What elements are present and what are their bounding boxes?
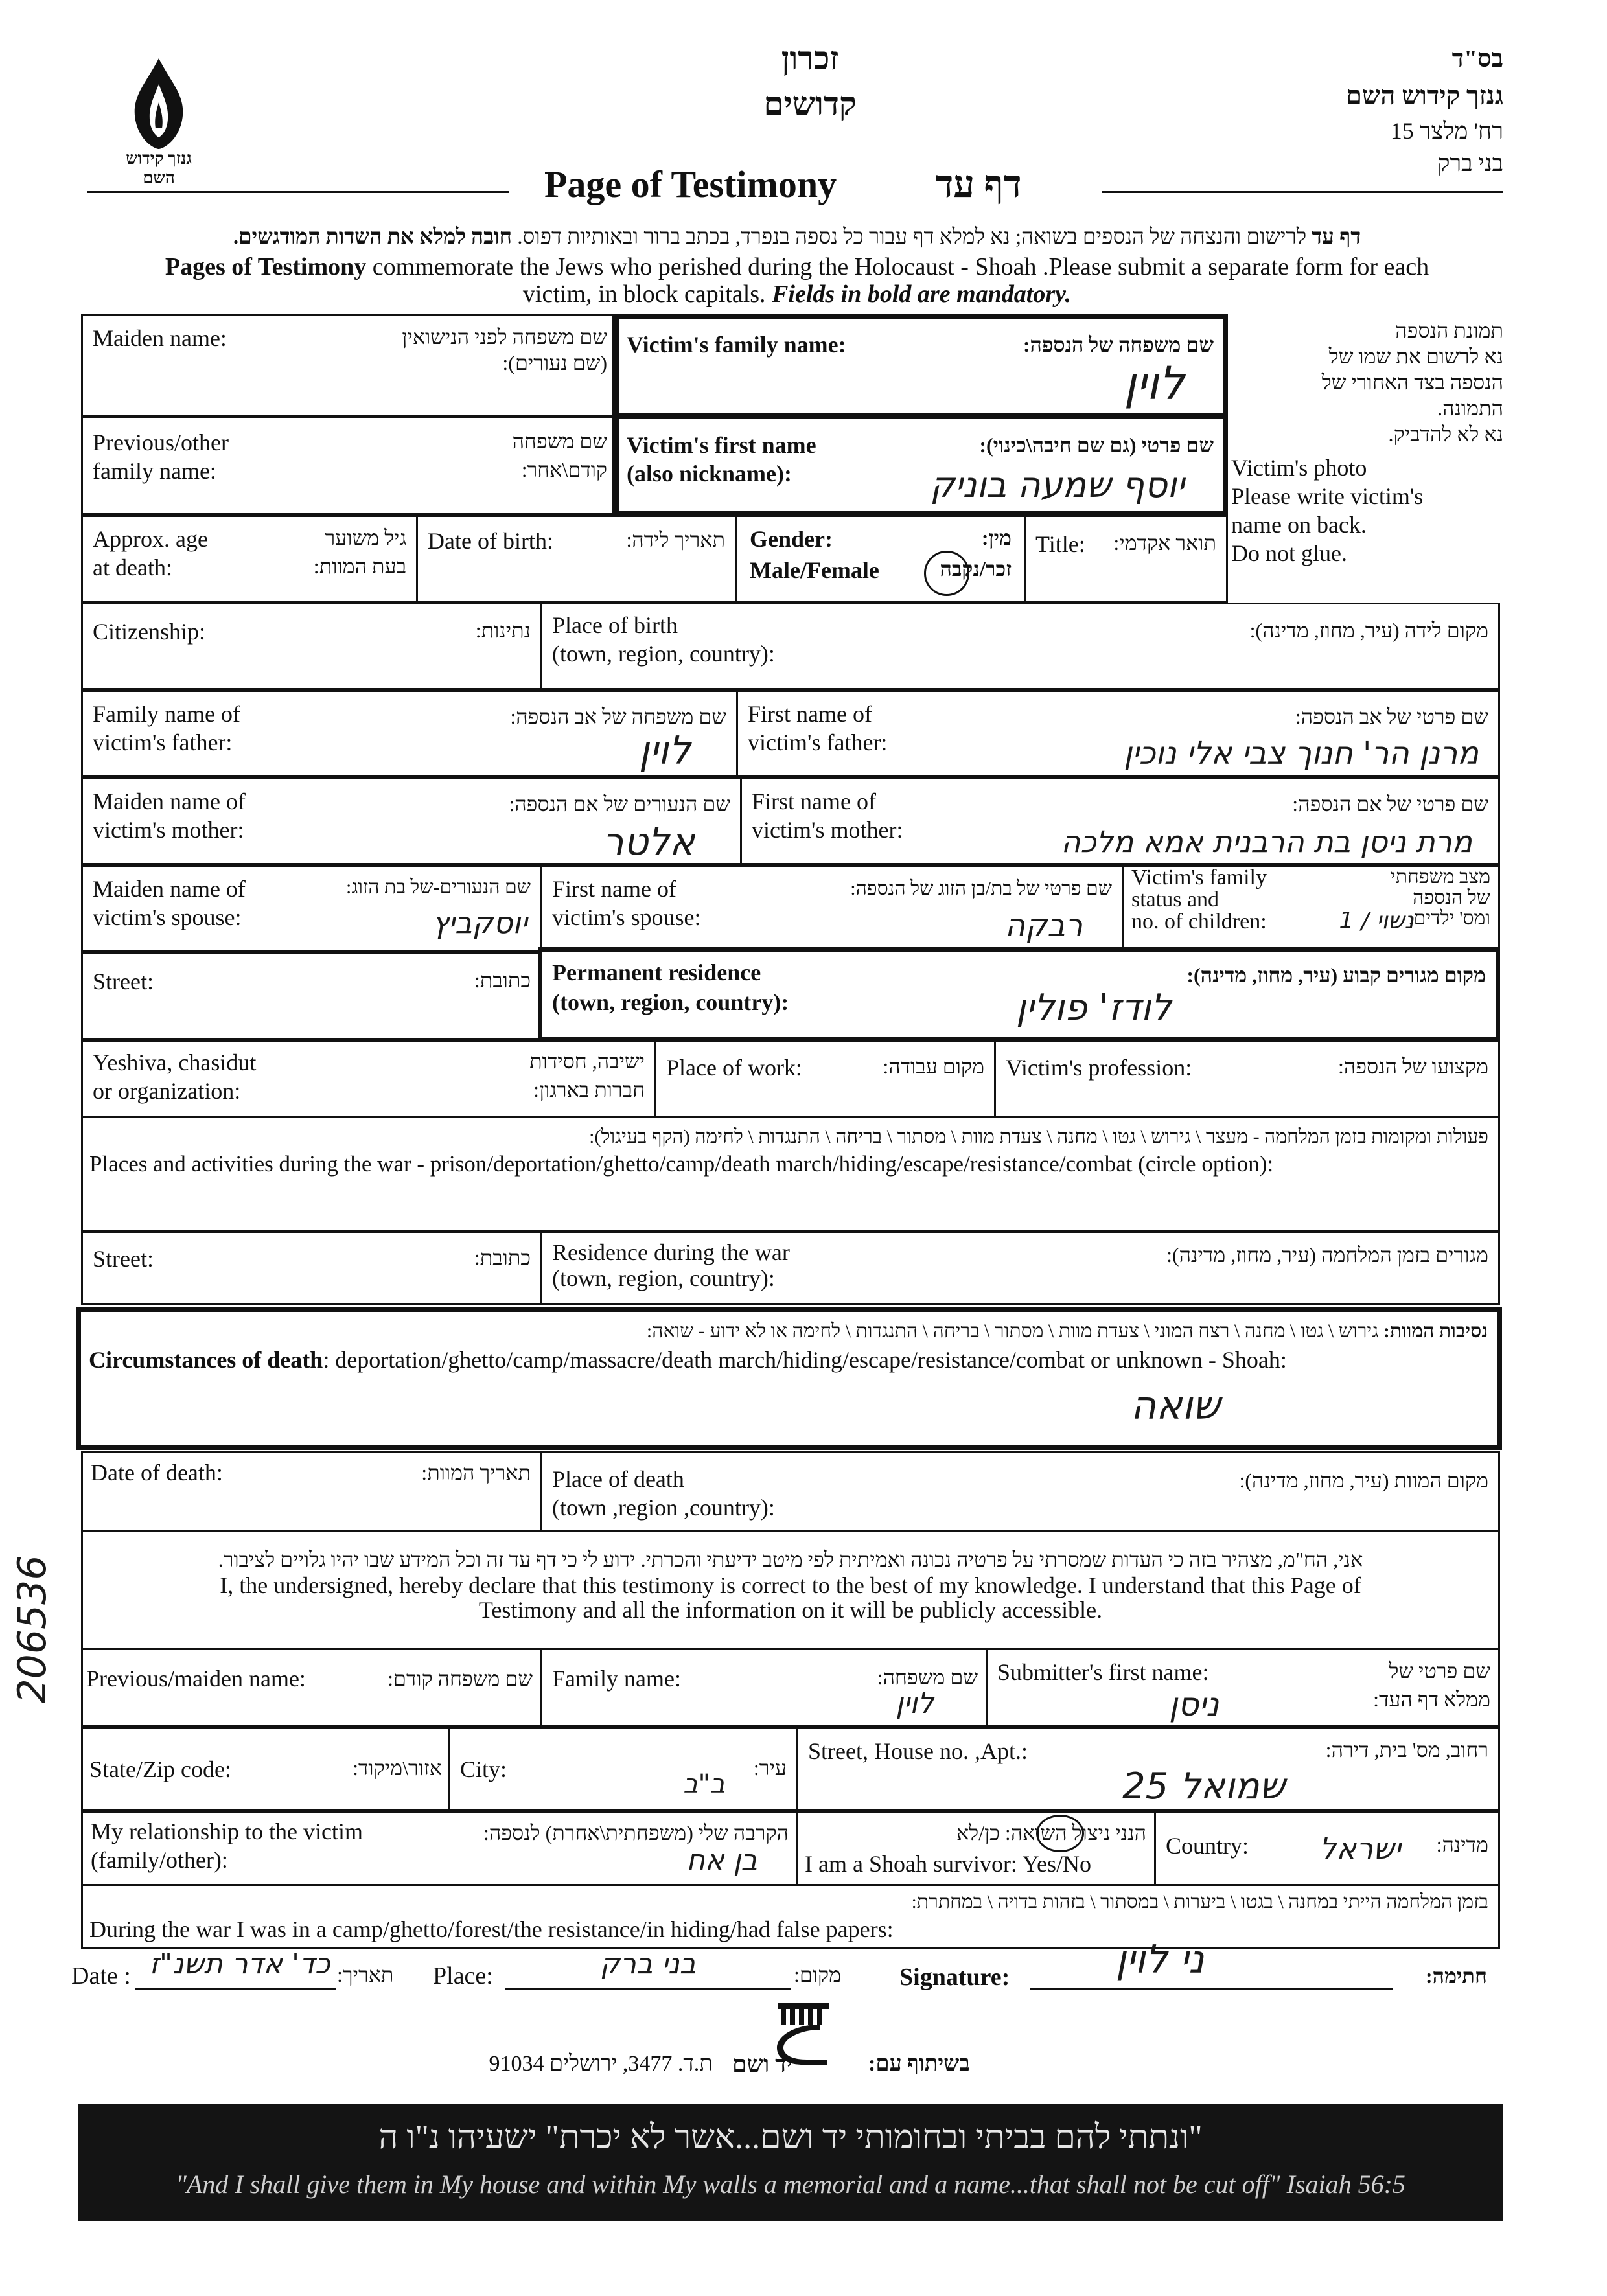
country-label-he: מדינה:: [1436, 1833, 1488, 1856]
city-label-he: עיר:: [753, 1756, 787, 1780]
photo-en-1: Victim's photo: [1231, 455, 1367, 481]
citizen-label-en: Citizenship:: [93, 619, 205, 645]
banner-english: "And I shall give them in My house and within My walls a memorial and a name...that shall not be cut off" Isaiah 56:5: [176, 2170, 1405, 2199]
street-label-he: כתובת:: [474, 969, 531, 992]
yeshiva-label-en-2: or organization:: [93, 1078, 241, 1104]
gender-cell[interactable]: [735, 515, 1026, 603]
father-first-cell[interactable]: [736, 690, 1500, 777]
work-cell[interactable]: [654, 1040, 996, 1118]
photo-he-5: נא לא להדביק.: [1388, 422, 1503, 446]
mother-first-cell[interactable]: [740, 777, 1500, 865]
profession-cell[interactable]: [994, 1040, 1500, 1118]
zip-label-he: אזור\מיקוד:: [353, 1756, 442, 1780]
sub-fam-label-en: Family name:: [552, 1666, 681, 1692]
intro-he-bold: חובה למלא את השדות המודגשים.: [233, 225, 513, 249]
title-cell[interactable]: [1024, 515, 1228, 603]
margin-handwritten-number: 206536: [10, 1555, 55, 1704]
submitter-first-cell[interactable]: [986, 1648, 1500, 1727]
maiden-label-he-1: שם משפחה לפני הנישואין: [402, 325, 607, 349]
survivor-label-en: I am a Shoah survivor: Yes/No: [805, 1851, 1091, 1877]
work-label-he: מקום עבודה:: [883, 1055, 984, 1078]
intro-english-2: [84, 280, 1510, 308]
first-value: יוסף שמעה בוניק: [930, 465, 1185, 505]
sub-street-value: שמואל 25: [1122, 1765, 1286, 1808]
prev-label-en-2: family name:: [93, 458, 216, 484]
mother-maiden-label-en-2: victim's mother:: [93, 817, 244, 843]
photo-he-2: נא לרשום את שמו של: [1328, 345, 1503, 368]
father-first-value: מרנן הר' חנוך צבי אלי נוכין: [1124, 735, 1479, 772]
photo-box: [1231, 317, 1503, 568]
banner-hebrew: "ונתתי להם בביתי ובחומותי יד ושם...אשר לא יכרת" ישעיהו נ"ו ה: [378, 2119, 1203, 2156]
mother-maiden-cell[interactable]: [81, 777, 742, 865]
signature-line: [1030, 1988, 1393, 1990]
intro-en-italic: Fields in bold are mandatory.: [772, 281, 1072, 308]
intro-hebrew: [97, 224, 1497, 251]
pod-label-he: מקום המוות (עיר, מחוז, מדינה):: [1239, 1469, 1488, 1492]
age-label-he-1: גיל משוער: [325, 526, 406, 549]
photo-he-4: התמונה.: [1437, 396, 1503, 420]
citizenship-cell[interactable]: [81, 603, 542, 690]
pob-label-he: מקום לידה (עיר, מחוז, מדינה):: [1249, 619, 1488, 642]
dod-label-he: תאריך המוות:: [421, 1461, 531, 1484]
status-label-he-3: ומס' ילדים:: [1408, 908, 1490, 929]
first-name-cell[interactable]: [612, 415, 1228, 515]
war-street-label-he: כתובת:: [474, 1246, 531, 1269]
maiden-name-cell[interactable]: [81, 314, 619, 418]
rel-label-en-1: My relationship to the victim: [91, 1819, 363, 1844]
spouse-first-label-he: שם פרטי של בת/בן הזוג של הנספה:: [850, 878, 1112, 899]
photo-he-1: תמונת הנספה: [1395, 319, 1503, 342]
country-cell[interactable]: [1154, 1811, 1500, 1886]
circ-label-he: [647, 1318, 1488, 1344]
citizen-label-he: נתינות:: [475, 619, 531, 642]
family-status-cell[interactable]: [1122, 865, 1500, 952]
war-street-label-en: Street:: [93, 1246, 154, 1272]
sub-first-label-he-2: ממלא דף העד:: [1373, 1688, 1490, 1711]
first-label-en-1: Victim's first name: [627, 432, 816, 458]
war-res-label-en-1: Residence during the war: [552, 1239, 790, 1265]
survivor-cell[interactable]: [796, 1811, 1156, 1886]
country-label-en: Country:: [1166, 1833, 1249, 1859]
during-label-he: בזמן המלחמה הייתי במחנה \ בגטו \ ביערות \ במסתור \ בזהות בדויה \ במחתרת:: [911, 1891, 1488, 1912]
declaration-en-1: I, the undersigned, hereby declare that this testimony is correct to the best of my knowledge. I understand that this Page of: [220, 1572, 1361, 1598]
pod-label-en-1: Place of death: [552, 1466, 684, 1492]
status-label-en-3: no. of children:: [1131, 910, 1267, 934]
sub-first-label-he-1: שם פרטי של: [1389, 1659, 1490, 1682]
zip-label-en: State/Zip code:: [89, 1756, 231, 1782]
circ-he-bold: נסיבות המוות:: [1383, 1320, 1488, 1342]
street-submitter-cell[interactable]: [796, 1727, 1500, 1811]
sub-first-label-en: Submitter's first name:: [997, 1659, 1209, 1685]
circumstances-cell[interactable]: [76, 1307, 1502, 1450]
pod-label-en-2: (town ,region ,country):: [552, 1495, 775, 1521]
header-org-name: גנזך קידוש השם: [1346, 81, 1503, 110]
sub-street-label-en: Street, House no. ,Apt.:: [808, 1738, 1028, 1764]
yad-vashem-name: יד ושם: [732, 2051, 792, 2077]
photo-en-3: name on back.: [1231, 512, 1367, 538]
during-label-en: During the war I was in a camp/ghetto/forest/the resistance/in hiding/had false papers:: [89, 1916, 894, 1942]
status-label-he-1: מצב משפחתי: [1390, 866, 1490, 888]
war-res-label-he: מגורים בזמן המלחמה (עיר, מחוז, מדינה):: [1166, 1243, 1488, 1267]
city-cell[interactable]: [448, 1727, 798, 1811]
mother-first-value: מרת ניסן בת הרבנית אמא מלכה: [1061, 824, 1472, 859]
circ-en-text: : deportation/ghetto/camp/massacre/death march/hiding/escape/resistance/combat or unknown - Shoah:: [323, 1347, 1287, 1373]
submitter-prev-cell[interactable]: [81, 1648, 542, 1727]
spouse-maiden-label-en-1: Maiden name of: [93, 876, 246, 902]
declaration-he: אני, הח"מ, מצהיר בזה כי העדות שמסרתי על פרטיה נכונה ואמיתית לפי מיטב ידיעתי והכרתי. ידוע לי כי דף עד זה וכל המידע שבו יהיו גלויים לציבור.: [218, 1548, 1363, 1571]
previous-name-cell[interactable]: [81, 415, 619, 515]
title-label-he: תואר אקדמי:: [1113, 531, 1216, 555]
during-war-cell[interactable]: [81, 1884, 1500, 1949]
prev-label-he-1: שם משפחה: [512, 430, 607, 453]
header-city: בני ברק: [1437, 150, 1503, 176]
gender-label-en-2: Male/Female: [750, 557, 879, 583]
father-family-cell[interactable]: [81, 690, 738, 777]
father-first-label-he: שם פרטי של אב הנספה:: [1295, 705, 1488, 728]
spouse-first-value: רבקה: [1004, 908, 1083, 944]
father-fam-label-en-1: Family name of: [93, 701, 240, 727]
age-label-en-2: at death:: [93, 555, 172, 580]
spouse-maiden-label-he: שם הנעורים-של בת הזוג:: [346, 877, 531, 898]
circ-he-text: גירוש \ גטו \ מחנה \ רצח המוני \ צעדת מוות \ מסתור \ בריחה \ התנגדות \ לחימה או לא ידוע - שואה:: [646, 1320, 1383, 1342]
pob-label-en-2: (town, region, country):: [552, 641, 775, 667]
prof-label-he: מקצועו של הנספה:: [1337, 1055, 1488, 1078]
logo-text: גנזך קידוש השם: [126, 149, 192, 187]
birthplace-cell[interactable]: [540, 603, 1500, 690]
maiden-label-en: Maiden name:: [93, 325, 227, 351]
rel-label-en-2: (family/other):: [91, 1847, 228, 1873]
date-label-he: תאריך:: [337, 1963, 394, 1986]
sub-fam-value: לוין: [896, 1687, 934, 1720]
title-label-en: Title:: [1035, 531, 1085, 557]
rel-value: בן אח: [686, 1844, 757, 1877]
intro-en-text-2: victim, in block capitals.: [522, 281, 772, 308]
date-value: כד' אדר תשנ"ז: [149, 1947, 330, 1980]
war-label-en: Places and activities during the war - prison/deportation/ghetto/camp/death march/hiding/escape/resistance/combat (circle option):: [89, 1151, 1274, 1177]
sub-fam-label-he: שם משפחה:: [877, 1666, 978, 1689]
city-label-en: City:: [460, 1756, 507, 1782]
dob-label-he: תאריך לידה:: [626, 528, 725, 551]
mother-maiden-label-en-1: Maiden name of: [93, 788, 246, 814]
pob-label-en-1: Place of birth: [552, 612, 678, 638]
spouse-maiden-label-en-2: victim's spouse:: [93, 904, 242, 930]
yeshiva-label-he-1: ישיבה, חסידות: [529, 1050, 645, 1073]
father-first-label-en-2: victim's father:: [748, 729, 888, 755]
relationship-cell[interactable]: [81, 1811, 798, 1886]
intro-he-prefix: דף עד: [1312, 225, 1361, 249]
header-kedoshim: קדושים: [763, 86, 857, 122]
sub-first-value: ניסן: [1169, 1686, 1220, 1723]
rel-label-he: הקרבה שלי (משפחתית\אחרת) לנספה:: [483, 1821, 789, 1844]
signature-value: ני לוין: [1115, 1937, 1205, 1982]
spouse-first-label-en-2: victim's spouse:: [552, 904, 701, 930]
quote-banner: [78, 2104, 1503, 2221]
family-label-en: Victim's family name:: [627, 332, 846, 358]
dob-label-en: Date of birth:: [428, 528, 553, 554]
gender-circle-mark: [924, 551, 969, 596]
title-he: דף עד: [935, 163, 1022, 205]
photo-he-3: הנספה בצד האחורי של: [1321, 371, 1503, 394]
father-fam-label-he: שם משפחה של אב הנספה:: [510, 705, 726, 728]
header-zikaron: זכרון: [781, 40, 839, 76]
place-label-he: מקום:: [794, 1963, 842, 1986]
prev-label-en-1: Previous/other: [93, 430, 229, 455]
war-street-cell[interactable]: [81, 1231, 542, 1305]
perm-value: לודז' פולין: [1015, 987, 1172, 1029]
father-fam-value: לוין: [638, 728, 691, 774]
perm-label-en-2: (town, region, country):: [552, 989, 789, 1015]
date-line: [135, 1988, 336, 1990]
signature-label-en: Signature:: [899, 1964, 1010, 1991]
yeshiva-cell[interactable]: [81, 1040, 656, 1118]
war-label-he: פעולות ומקומות בזמן המלחמה - מעצר \ גירוש \ גטו \ מחנה \ צעדת מוות \ מסתור \ בריחה \ התנגדות \ לחימה (הקף בעיגול):: [589, 1126, 1488, 1147]
photo-en-4: Do not glue.: [1231, 540, 1347, 566]
title-en: Page of Testimony: [544, 163, 837, 205]
perm-label-en-1: Permanent residence: [552, 959, 761, 985]
header-street: רח' מלצר 15: [1390, 118, 1503, 144]
yeshiva-label-he-2: חברות בארגון:: [533, 1078, 645, 1101]
dod-label-en: Date of death:: [91, 1460, 223, 1486]
gender-label-he-2: זכר/נקבה: [940, 557, 1012, 580]
declaration-cell: [81, 1530, 1500, 1650]
spouse-maiden-cell[interactable]: [81, 865, 542, 952]
place-line: [505, 1988, 791, 1990]
sub-prev-label-he: שם משפחה קודם:: [387, 1667, 533, 1690]
mother-first-label-he: שם פרטי של אם הנספה:: [1292, 792, 1488, 816]
prev-label-he-2: קודם\אחר:: [521, 458, 607, 481]
age-cell[interactable]: [81, 515, 418, 603]
partner-label: בשיתוף עם:: [868, 2052, 970, 2076]
spouse-maiden-value: יוסקביץ: [432, 905, 527, 940]
family-value: לוין: [1124, 357, 1185, 410]
circ-en-bold: Circumstances of death: [89, 1347, 323, 1373]
war-activities-cell[interactable]: [81, 1116, 1500, 1232]
mother-first-label-en-2: victim's mother:: [752, 817, 903, 843]
father-first-label-en-1: First name of: [748, 701, 872, 727]
title-rule-left: [87, 191, 509, 193]
death-place-cell[interactable]: [540, 1451, 1500, 1532]
work-label-en: Place of work:: [666, 1055, 802, 1081]
mother-first-label-en-1: First name of: [752, 788, 876, 814]
street-label-en: Street:: [93, 969, 154, 994]
intro-he-text: לרישום והנצחה של הנספים בשואה; נא למלא דף עבור כל נספה בנפרד, בכתב ברור ובאותיות דפוס.: [512, 225, 1312, 249]
gender-label-en-1: Gender:: [750, 526, 833, 552]
survivor-label-he: הנני ניצול השואה: כן/לא: [956, 1821, 1146, 1844]
status-label-en-2: status and: [1131, 888, 1220, 912]
yad-vashem-address: ת.ד. 3477, ירושלים 91034: [489, 2052, 713, 2076]
sub-street-label-he: רחוב, מס' בית, דירה:: [1325, 1738, 1488, 1762]
maiden-label-he-2: (שם נעורים):: [502, 351, 607, 374]
intro-english-1: [84, 253, 1510, 281]
header-bsd: בס"ד: [1451, 45, 1503, 73]
circ-label-en: [89, 1346, 1287, 1374]
age-label-he-2: בעת המוות:: [313, 555, 406, 578]
status-value: נשוי / 1: [1339, 908, 1414, 934]
perm-label-he: מקום מגורים קבוע (עיר, מחוז, מדינה):: [1186, 963, 1486, 987]
country-value: ישראל: [1319, 1831, 1401, 1866]
first-label-he: שם פרטי (גם שם חיבה\כינוי):: [979, 433, 1214, 457]
family-label-he: שם משפחה של הנספה:: [1023, 333, 1214, 356]
gender-label-he-1: מין:: [981, 526, 1012, 549]
date-label-en: Date :: [71, 1962, 131, 1990]
declaration-en-2: Testimony and all the information on it will be publicly accessible.: [478, 1597, 1103, 1623]
spouse-first-cell[interactable]: [540, 865, 1124, 952]
prof-label-en: Victim's profession:: [1006, 1055, 1192, 1081]
mother-maiden-value: אלטר: [602, 820, 695, 864]
dob-cell[interactable]: [416, 515, 737, 603]
place-value: בני ברק: [599, 1947, 697, 1980]
title-rule-right: [1102, 191, 1503, 193]
permanent-residence-cell[interactable]: [538, 947, 1500, 1041]
flame-logo-icon: [110, 52, 207, 187]
city-value: ב"ב: [683, 1769, 725, 1799]
circ-value: שואה: [1131, 1383, 1221, 1429]
status-label-he-2: של הנספה: [1413, 887, 1490, 908]
place-label-en: Place:: [433, 1962, 493, 1990]
age-label-en-1: Approx. age: [93, 526, 208, 552]
survivor-circle-mark: [1036, 1815, 1084, 1852]
death-date-cell[interactable]: [81, 1451, 542, 1532]
war-res-label-en-2: (town, region, country):: [552, 1265, 775, 1291]
street-cell[interactable]: [81, 952, 542, 1040]
war-residence-cell[interactable]: [540, 1231, 1500, 1305]
yeshiva-label-en-1: Yeshiva, chasidut: [93, 1050, 257, 1075]
spouse-first-label-en-1: First name of: [552, 876, 676, 902]
zip-cell[interactable]: [81, 1727, 450, 1811]
signature-label-he: חתימה:: [1426, 1964, 1487, 1988]
photo-en-2: Please write victim's: [1231, 483, 1424, 509]
status-label-en-1: Victim's family: [1131, 866, 1267, 890]
sub-prev-label-en: Previous/maiden name:: [86, 1666, 306, 1692]
intro-en-text-1: commemorate the Jews who perished during the Holocaust - Shoah .Please submit a separate form for each: [366, 253, 1429, 281]
mother-maiden-label-he: שם הנעורים של אם הנספה:: [509, 792, 730, 816]
father-fam-label-en-2: victim's father:: [93, 729, 233, 755]
family-name-cell[interactable]: [612, 314, 1228, 418]
first-label-en-2: (also nickname):: [627, 461, 792, 487]
intro-en-bold: Pages of Testimony: [165, 253, 367, 281]
submitter-family-cell[interactable]: [540, 1648, 988, 1727]
